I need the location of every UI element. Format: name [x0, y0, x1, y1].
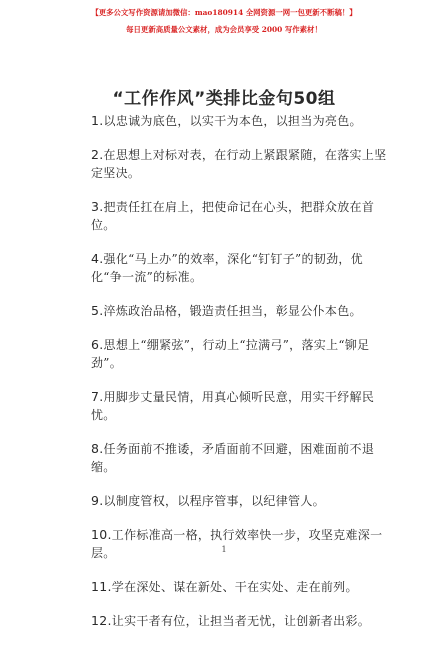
item-number: 2.: [91, 147, 104, 162]
item-number: 6.: [91, 337, 104, 352]
item-text: 工作标准高一格，执行效率快一步，攻坚克难深一层。: [91, 528, 383, 560]
item-number: 5.: [91, 303, 104, 318]
promo-banner: [0, 6, 448, 37]
item-text: 以忠诚为底色，以实干为本色，以担当为亮色。: [103, 114, 362, 128]
list-item: [91, 578, 393, 596]
list-item: [91, 526, 393, 562]
page-number: 1: [221, 545, 227, 554]
sentence-list: [91, 112, 393, 646]
item-text: 在思想上对标对表，在行动上紧跟紧随，在落实上坚定坚决。: [91, 148, 387, 180]
item-text: 强化“马上办”的效率，深化“钉钉子”的韧劲，优化“争一流”的标准。: [91, 252, 363, 284]
list-item: [91, 146, 393, 182]
list-item: [91, 250, 393, 286]
promo-banner-line-1: 【更多公文写作资源请加微信：mao180914 全网资源一网一包更新不断稿！】: [91, 8, 357, 17]
item-text: 思想上“绷紧弦”，行动上“拉满弓”，落实上“铆足劲”。: [91, 338, 370, 370]
item-text: 以制度管权，以程序管事，以纪律管人。: [103, 494, 325, 508]
document-title: “工作作风”类排比金句50组: [112, 89, 336, 109]
item-number: 12.: [91, 613, 112, 628]
item-number: 8.: [91, 441, 104, 456]
list-item: [91, 492, 393, 510]
item-number: 9.: [91, 493, 104, 508]
item-number: 10.: [91, 527, 112, 542]
list-item: [91, 440, 393, 476]
list-item: [91, 198, 393, 234]
item-number: 4.: [91, 251, 104, 266]
item-text: 用脚步丈量民情，用真心倾听民意，用实干纾解民忧。: [91, 390, 375, 422]
item-number: 7.: [91, 389, 104, 404]
item-text: 把责任扛在肩上，把使命记在心头，把群众放在首位。: [91, 200, 375, 232]
item-number: 1.: [91, 113, 104, 128]
item-number: 11.: [91, 579, 112, 594]
item-text: 任务面前不推诿，矛盾面前不回避，困难面前不退缩。: [91, 442, 375, 474]
list-item: [91, 612, 393, 630]
item-text: 淬炼政治品格，锻造责任担当，彰显公仆本色。: [103, 304, 362, 318]
list-item: [91, 302, 393, 320]
list-item: [91, 336, 393, 372]
list-item: [91, 388, 393, 424]
item-text: 让实干者有位，让担当者无忧，让创新者出彩。: [111, 614, 371, 628]
item-number: 3.: [91, 199, 104, 214]
item-text: 学在深处、谋在新处、干在实处、走在前列。: [111, 580, 358, 594]
list-item: [91, 112, 393, 130]
promo-banner-line-2: 每日更新高质量公文素材，成为会员享受 2000 写作素材！: [126, 25, 322, 34]
